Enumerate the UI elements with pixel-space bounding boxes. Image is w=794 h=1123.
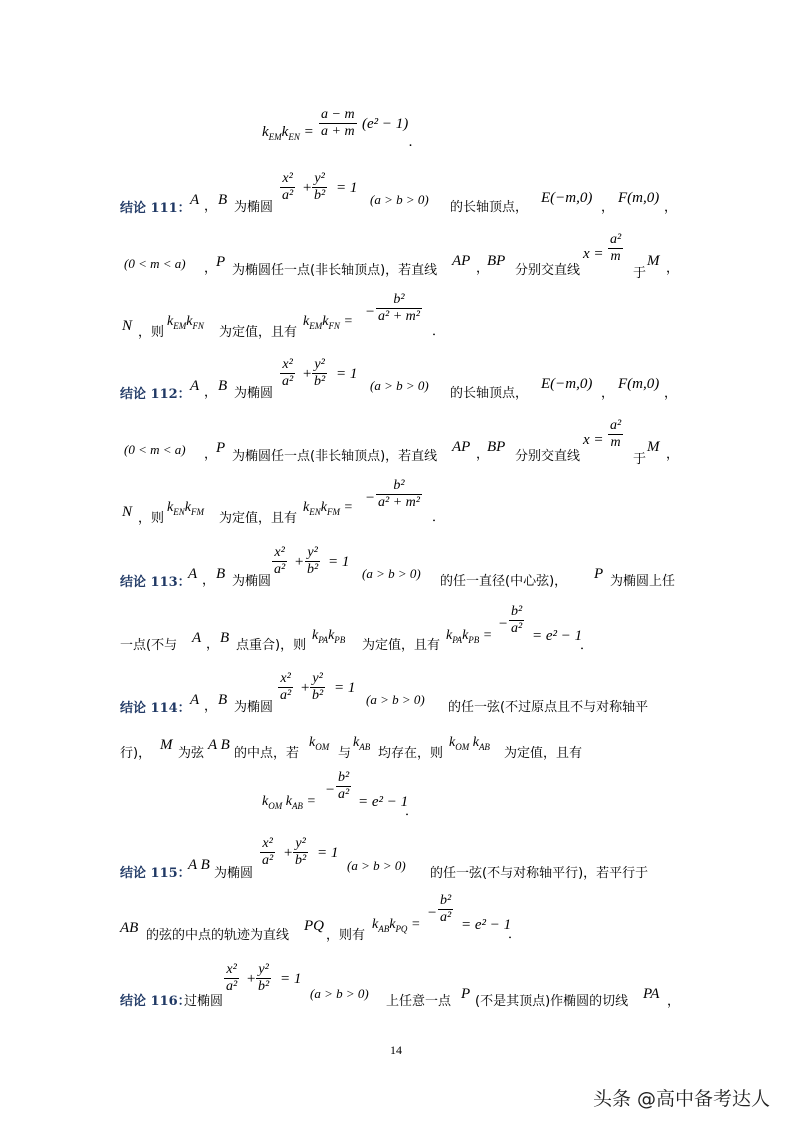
text: 为椭圆上任 — [610, 574, 676, 589]
plus: + — [283, 845, 294, 861]
math-PA: PA — [643, 986, 660, 1002]
math-A: A — [190, 692, 200, 708]
math-kOM-kAB: $k_{OM}$ $k_{AB}$ — [449, 735, 490, 752]
page-number: 14 — [390, 1043, 402, 1057]
math-B: B — [218, 692, 228, 708]
y-frac: y² b² — [307, 545, 319, 577]
math-M: M — [160, 737, 173, 753]
x-frac: x² a² — [262, 836, 274, 868]
math-M: M — [647, 439, 660, 455]
minus: − — [325, 782, 336, 798]
math-BP: BP — [487, 439, 506, 455]
period: ． — [432, 324, 446, 339]
text: 的长轴顶点， — [450, 386, 529, 401]
text: 为定值，且有 — [504, 746, 583, 761]
minus: − — [365, 490, 376, 506]
plus: + — [246, 971, 257, 987]
x-frac: x² a² — [282, 357, 294, 389]
text: 为椭圆 — [234, 386, 274, 401]
conclusion-label: 结论 111： — [120, 201, 191, 216]
math-B: B — [218, 378, 228, 394]
text: 的任一直径(中心弦)， — [440, 574, 568, 589]
math-e: = e² − 1 — [532, 628, 583, 644]
math-AB: A B — [188, 857, 210, 873]
math-kEN-kFM: $k_{EN}k_{FM}$ — [167, 500, 204, 517]
plus: + — [302, 180, 313, 196]
math-N: N — [122, 504, 133, 520]
math-e: = e² − 1 — [358, 794, 409, 810]
text: 为椭圆 — [234, 700, 274, 715]
math-N: N — [122, 318, 133, 334]
math-B: B — [216, 566, 226, 582]
neg-frac: b² a² — [511, 604, 523, 636]
comma: ， — [666, 447, 680, 462]
math-kPA-kPB: $k_{PA}k_{PB}$ — [312, 628, 346, 645]
conclusion-label: 结论 115： — [120, 866, 191, 881]
minus: − — [365, 304, 376, 320]
equals-one: = 1 — [334, 680, 356, 696]
math-kEM-kFN: $k_{EM}k_{FN}$ — [167, 314, 204, 331]
math-x-eq: x = — [583, 246, 604, 262]
text: 于 — [633, 452, 647, 467]
comma: ， — [476, 447, 490, 462]
math-F: F(m,0) — [618, 190, 660, 206]
x-frac: x² a² — [282, 171, 294, 203]
condition-m: (0 < m < a) — [124, 256, 186, 271]
comma: ， — [204, 447, 218, 462]
period: ． — [405, 804, 419, 819]
math-P: P — [594, 566, 604, 582]
condition: (a > b > 0) — [310, 986, 369, 1001]
math-BP: BP — [487, 253, 506, 269]
comma: ， — [476, 261, 490, 276]
plus: + — [302, 366, 313, 382]
condition: (a > b > 0) — [366, 692, 425, 707]
math-kAB: $k_{AB}$ — [353, 735, 371, 752]
plus: + — [294, 554, 305, 570]
y-frac: y² b² — [258, 962, 270, 994]
math-M: M — [647, 253, 660, 269]
math-P: P — [461, 986, 471, 1002]
y-frac: y² b² — [314, 357, 326, 389]
a2-over-m: a² m — [610, 418, 622, 450]
y-frac: y² b² — [314, 171, 326, 203]
math-tail: (e² − 1) — [362, 116, 409, 132]
text: 分别交直线 — [515, 449, 581, 464]
math-product: $k_{OM}$ $k_{AB}$ = — [262, 794, 316, 811]
math-E: E(−m,0) — [541, 190, 593, 206]
text: 过椭圆 — [184, 994, 224, 1009]
condition: (a > b > 0) — [347, 858, 406, 873]
text: 为椭圆任一点(非长轴顶点)，若直线 — [232, 449, 438, 464]
period: ． — [508, 927, 522, 942]
math-B: B — [220, 630, 230, 646]
condition: (a > b > 0) — [370, 378, 429, 393]
text: 与 — [338, 746, 352, 761]
y-frac: y² b² — [295, 836, 307, 868]
math-B: B — [218, 192, 228, 208]
equals-one: = 1 — [280, 971, 302, 987]
text: 的长轴顶点， — [450, 200, 529, 215]
fraction: a − m a + m — [321, 107, 355, 139]
text: 行)， — [120, 746, 152, 761]
minus: − — [427, 905, 438, 921]
equals-one: = 1 — [336, 366, 358, 382]
period: . — [409, 134, 413, 150]
comma: ， — [206, 637, 220, 652]
math-P: P — [216, 440, 226, 456]
math-AB: A B — [208, 737, 230, 753]
comma: ， — [601, 386, 615, 401]
math-A: A — [192, 630, 202, 646]
math-E: E(−m,0) — [541, 376, 593, 392]
conclusion-label: 结论 113： — [120, 575, 191, 590]
text: ，则 — [138, 511, 165, 526]
math-PQ: PQ — [304, 918, 324, 934]
text: 的中点，若 — [234, 746, 300, 761]
comma: ， — [664, 200, 678, 215]
text: 为椭圆 — [234, 200, 274, 215]
conclusion-label: 结论 116： — [120, 994, 191, 1009]
comma: ， — [204, 199, 218, 214]
math-AP: AP — [452, 253, 471, 269]
y-frac: y² b² — [312, 671, 324, 703]
math-A: A — [190, 378, 200, 394]
text: 一点(不与 — [120, 638, 178, 653]
text: ，则有 — [326, 928, 366, 943]
math-F: F(m,0) — [618, 376, 660, 392]
a2-over-m: a² m — [610, 232, 622, 264]
math-AB: AB — [120, 920, 139, 936]
comma: ， — [202, 573, 216, 588]
math-product: $k_{AB}k_{PQ}$ = — [372, 917, 421, 934]
text: 为弦 — [178, 746, 205, 761]
math-x-eq: x = — [583, 432, 604, 448]
math-P: P — [216, 254, 226, 270]
math-kOM: $k_{OM}$ — [309, 735, 330, 752]
equals-one: = 1 — [336, 180, 358, 196]
math-A: A — [188, 566, 198, 582]
text: 为椭圆任一点(非长轴顶点)，若直线 — [232, 263, 438, 278]
math-product: $k_{PA}k_{PB}$ = — [446, 628, 493, 645]
conclusion-label: 结论 112： — [120, 387, 191, 402]
plus: + — [300, 680, 311, 696]
condition: (a > b > 0) — [362, 566, 421, 581]
comma: ， — [666, 261, 680, 276]
math-e: = e² − 1 — [461, 917, 512, 933]
comma: ， — [601, 200, 615, 215]
text: 于 — [633, 266, 647, 281]
comma: ， — [204, 261, 218, 276]
text: 均存在，则 — [378, 746, 444, 761]
text: 为椭圆 — [214, 866, 254, 881]
neg-frac: b² a² — [440, 893, 452, 925]
minus: − — [498, 616, 509, 632]
text: 为定值，且有 — [219, 325, 298, 340]
comma: ， — [667, 994, 681, 1009]
math-product: $k_{EN}k_{FM}$ = — [303, 500, 353, 517]
condition-m: (0 < m < a) — [124, 442, 186, 457]
text: (不是其顶点)作椭圆的切线 — [475, 994, 629, 1009]
math-A: A — [190, 192, 200, 208]
x-frac: x² a² — [274, 545, 286, 577]
watermark: 头条 @高中备考达人 — [593, 1088, 771, 1110]
x-frac: x² a² — [226, 962, 238, 994]
x-frac: x² a² — [280, 671, 292, 703]
equals-one: = 1 — [317, 845, 339, 861]
text: 点重合)，则 — [236, 638, 307, 653]
text: 为定值，且有 — [219, 511, 298, 526]
math-AP: AP — [452, 439, 471, 455]
conclusion-label: 结论 114： — [120, 701, 191, 716]
text: 的任一弦(不过原点且不与对称轴平 — [448, 700, 649, 715]
text: 为椭圆 — [232, 574, 272, 589]
text: ，则 — [138, 325, 165, 340]
period: ． — [580, 638, 594, 653]
comma: ， — [664, 386, 678, 401]
equals-one: = 1 — [328, 554, 350, 570]
text: 的任一弦(不与对称轴平行)，若平行于 — [430, 866, 649, 881]
neg-frac: b² a² + m² — [378, 292, 420, 324]
comma: ， — [204, 699, 218, 714]
period: ． — [432, 510, 446, 525]
text: 分别交直线 — [515, 263, 581, 278]
text: 上任意一点 — [386, 994, 452, 1009]
math-k: $k_{EM}k_{EN}$ = — [262, 124, 314, 142]
math-product: $k_{EM}k_{FN}$ = — [303, 314, 353, 331]
neg-frac: b² a² — [338, 770, 350, 802]
neg-frac: b² a² + m² — [378, 478, 420, 510]
text: 的弦的中点的轨迹为直线 — [146, 928, 290, 943]
comma: ， — [204, 385, 218, 400]
condition: (a > b > 0) — [370, 192, 429, 207]
text: 为定值，且有 — [362, 638, 441, 653]
